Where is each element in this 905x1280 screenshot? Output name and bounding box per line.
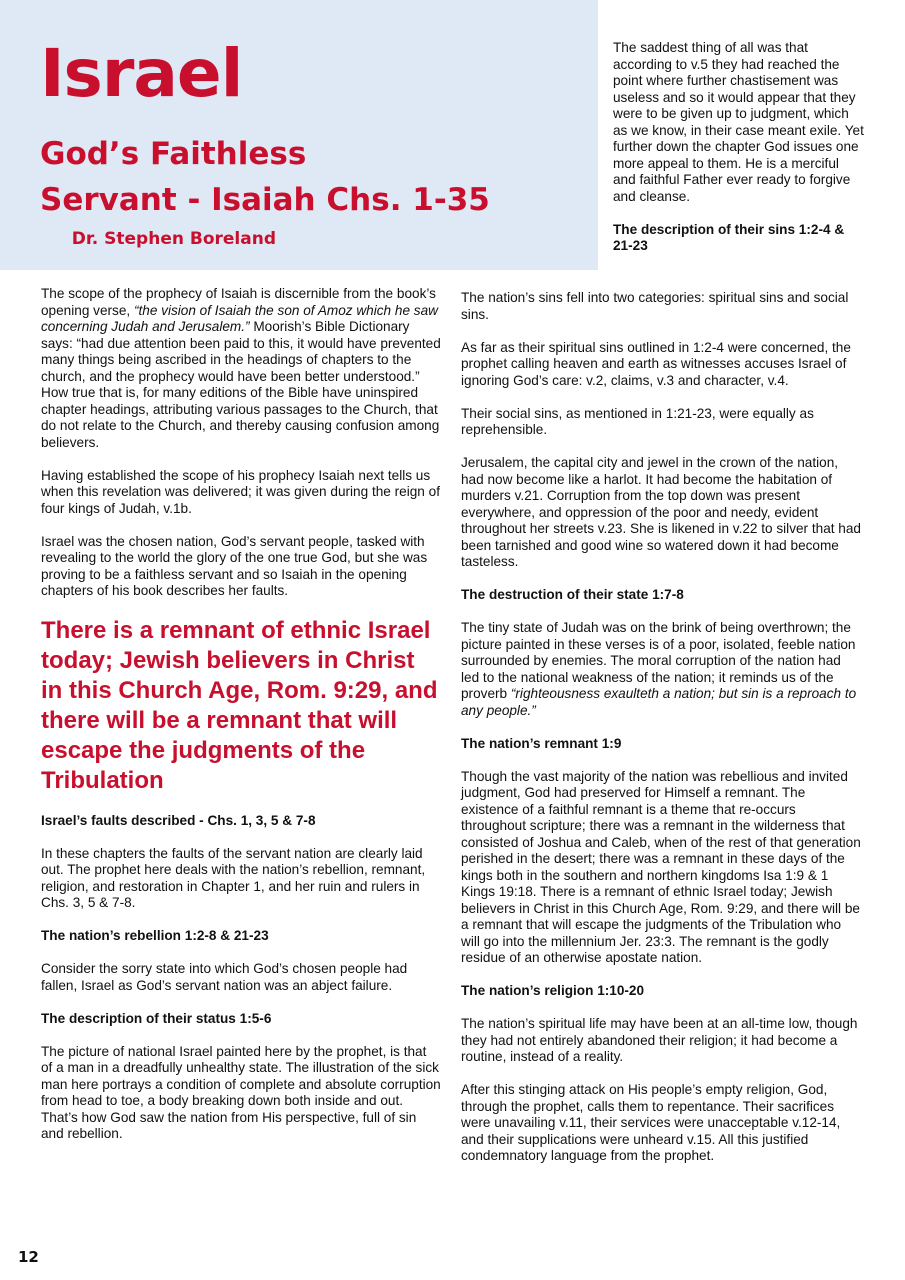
subtitle-line-1: God’s Faithless	[40, 136, 307, 172]
paragraph: Their social sins, as mentioned in 1:21-23, were equally as reprehensible.	[461, 405, 814, 437]
section-heading: The destruction of their state 1:7-8	[461, 587, 684, 602]
section-heading: Israel’s faults described - Chs. 1, 3, 5 & 7-8	[41, 812, 316, 828]
paragraph-text: The tiny state of Judah was on the brink of being overthrown; the picture painted in these verses is of a poor, isolated, feeble nation surrounded by enemies. The moral corruption of the nation had led to the national weakness of the nation; it reminds us of the proverb	[461, 620, 856, 701]
pull-quote: There is a remnant of ethnic Israel today; Jewish believers in Christ in this Church Age, Rom. 9:29, and there will be a remnant that will escape the judgments of the Tribulation	[41, 617, 438, 794]
paragraph: The picture of national Israel painted here by the prophet, is that of a man in a dreadfully unhealthy state. The illustration of the sick man here portrays a condition of complete and absolute corruption from head to toe, a body breaking down both inside and out. That’s how God saw the nation from His perspective, full of sin and rebellion.	[41, 1043, 441, 1141]
section-heading: The nation’s rebellion 1:2-8 & 21-23	[41, 928, 269, 943]
paragraph: Having established the scope of his prophecy Isaiah next tells us when this revelation was delivered; it was given during the reign of four kings of Judah, v.1b.	[41, 467, 440, 516]
section-heading: The nation’s religion 1:10-20	[461, 983, 645, 998]
section-heading: The description of their status 1:5-6	[41, 1010, 272, 1026]
page-number: 12	[18, 1248, 39, 1266]
paragraph	[461, 620, 861, 719]
paragraph-text: The scope of the prophecy of Isaiah is discernible from the book’s opening verse,	[41, 286, 436, 318]
article-subtitle	[40, 131, 490, 223]
article-title: Israel	[40, 35, 243, 112]
section-heading: The nation’s remnant 1:9	[461, 735, 622, 751]
paragraph: After this stinging attack on His people’s empty religion, God, through the prophet, calls them to repentance. Their sacrifices were unavailing v.11, their services were unacceptable v.12-14, and their supplications were unheard v.15. All this justified condemnatory language from the prophet.	[461, 1082, 841, 1163]
scripture-quote: “the vision of Isaiah the son of Amoz which he saw concerning Judah and Jerusalem.”	[41, 302, 438, 334]
paragraph: Consider the sorry state into which God’s chosen people had fallen, Israel as God’s servant nation was an abject failure.	[41, 961, 408, 993]
paragraph-text: Moorish’s Bible Dictionary says: “had due attention been paid to this, it would have prevented many things being ascribed in the headings of chapters to the church, and the prophecy would have been better understood.” How true that is, for many editions of the Bible have uninspired chapter headings, attributing various passages to the Church, that do not relate to the Church, and thereby causing confusion among believers.	[41, 319, 441, 450]
author-byline: Dr. Stephen Boreland	[71, 229, 276, 249]
subtitle-line-2: Servant - Isaiah Chs. 1-35	[40, 182, 490, 218]
top-right-column	[613, 40, 865, 271]
paragraph: Though the vast majority of the nation was rebellious and invited judgment, God had preserved for Himself a remnant. The existence of a faithful remnant is a theme that re-occurs throughout scripture; there was a remnant in the wilderness that consisted of Joshua and Caleb, when of the rest of that generation perished in the desert; there was a remnant in these days of the kings both in the southern and northern kingdoms Isa 1:9 & 1 Kings 19:18. There is a remnant of ethnic Israel today; Jewish believers in Christ in this Church Age, Rom. 9:29, and there will be a remnant that will escape the judgments of the Tribulation who will go into the millennium Jer. 23:3. The remnant is the godly residue of an otherwise apostate nation.	[461, 768, 861, 965]
paragraph: The nation’s spiritual life may have been at an all-time low, though they had not entirely abandoned their religion; it had become a routine, instead of a reality.	[461, 1016, 858, 1064]
paragraph	[41, 286, 441, 451]
header-panel	[0, 0, 598, 270]
paragraph: The saddest thing of all was that according to v.5 they had reached the point where further chastisement was useless and so it would appear that they were to be given up to judgment, which as we know, in their case meant exile. Yet further down the chapter God issues one more appeal to them. He is a merciful and faithful Father ever ready to forgive and cleanse.	[613, 40, 864, 204]
right-column	[461, 290, 861, 1181]
paragraph: The nation’s sins fell into two categories: spiritual sins and social sins.	[461, 290, 849, 322]
paragraph: As far as their spiritual sins outlined in 1:2-4 were concerned, the prophet calling heaven and earth as witnesses accuses Israel of ignoring God’s care: v.2, claims, v.3 and character, v.4.	[461, 339, 851, 388]
section-heading: The description of their sins 1:2-4 & 21-23	[613, 221, 845, 253]
left-column	[41, 286, 441, 1159]
paragraph: In these chapters the faults of the servant nation are clearly laid out. The prophet here deals with the nation’s rebellion, remnant, religion, and restoration in Chapter 1, and her ruin and rulers in Chs. 3, 5 & 7-8.	[41, 845, 426, 910]
paragraph: Jerusalem, the capital city and jewel in the crown of the nation, had now become like a harlot. It had become the habitation of murders v.21. Corruption from the top down was present everywhere, and oppression of the poor and needy, evident throughout her streets v.23. She is likened in v.22 to silver that had been tarnished and good wine so watered down it had become tasteless.	[461, 455, 861, 569]
paragraph: Israel was the chosen nation, God’s servant people, tasked with revealing to the world the glory of the one true God, but she was proving to be a faithless servant and so Isaiah in the opening chapters of his book describes her faults.	[41, 533, 428, 598]
proverb-quote: “righteousness exaulteth a nation; but sin is a reproach to any people.”	[461, 686, 857, 718]
